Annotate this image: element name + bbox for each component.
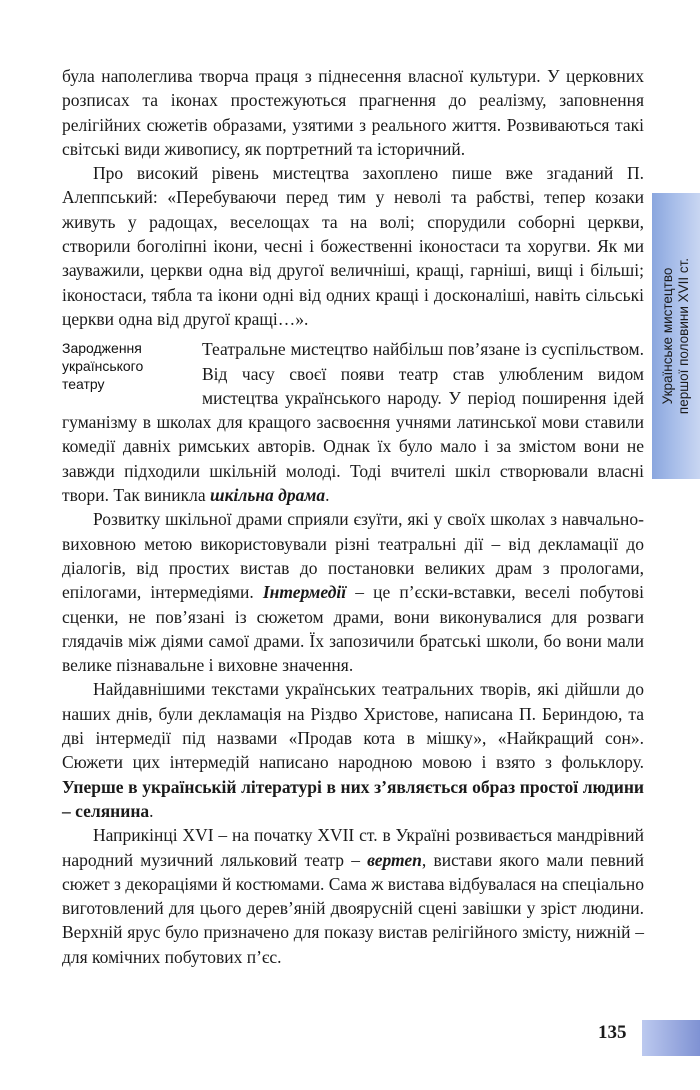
paragraph-4: Розвитку шкільної драми сприяли єзуїти, які у своїх школах з навчально-виховною метою використовували різні театральні дії – від декламації до діалогів, від простих вистав до постановки великих драм з прологами, епілогами, інтермедіями. Інтермедії – це п’єски-вставки, веселі побутові сценки, не пов’язані із сюжетом драми, вони виконувалися для розваги глядачів між діями самої драми. Їх запозичили братські школи, бо вони мали велике пізнавальне і виховне значення. <box>62 509 645 676</box>
page-number: 135 <box>598 1022 627 1043</box>
paragraph-2: Про високий рівень мистецтва захоплено пише вже згаданий П. Алеппський: «Перебуваючи перед тим у неволі та рабстві, тепер козаки живуть у радощах, веселощах та на волі; спорудили соборні церкви, створили боголіпні ікони, чесні і божественні іконостаси та хоругви. Як ми зауважили, церкви одна від другої величніші, кращі, гарніші, вищі і більші; іконостаси, тябла та ікони одні від одних кращі і досконаліші, навіть сільські церкви одна від другої кращі…». <box>62 163 644 329</box>
main-text <box>62 64 644 969</box>
highlight-peasant: Уперше в українській літературі в них з’являється образ простої людини – селянина <box>62 776 644 821</box>
paragraph-3: Театральне мистецтво найбільш пов’язане із суспільством. Від часу своєї появи театр став улюбленим видом мистецтва українського народу. У період поширення ідей гуманізму в школах для кращого засвоєння учнями латинської мови ставили комедії давніх римських авторів. Однак їх було мало і за змістом вони не завжди підходили шкільній молоді. Тоді вчителі шкіл створювали власні твори. Так виникла шкільна драма. <box>62 339 644 506</box>
paragraph-5: Найдавнішими текстами українських театральних творів, які дійшли до наших днів, були декламація на Різдво Христове, написана П. Бериндою, та дві інтермедії під назвами «Продав кота в мішку», «Найкращий сон». Сюжети цих інтермедій написано народною мовою і взято з фольклору. Уперше в українській літературі в них з’являється образ простої людини – селянина. <box>62 679 644 821</box>
page-number-bar <box>642 1020 700 1056</box>
term-vertep: вертеп <box>367 849 422 870</box>
term-school-drama: шкільна драма <box>210 485 326 506</box>
paragraph-6: Наприкінці XVI – на початку XVII ст. в Україні розвивається мандрівний народний музичний ляльковий театр – вертеп, вистави якого мали певний сюжет з декораціями й костюмами. Сама ж вистава відбувалася на спеціально виготовлений для цього дерев’яній двоярусній сцені завішки у зріст людини. Верхній ярус було призначено для показу вистав релігійного змісту, нижній – для комічних побутових п’єс. <box>62 825 644 967</box>
term-intermedia: Інтермедії <box>262 582 347 603</box>
margin-heading: Зародження українського театру <box>62 340 144 393</box>
chapter-side-tab-label: Українське мистецтво першої половини XVII ст. <box>660 257 691 415</box>
chapter-side-tab <box>652 193 700 479</box>
paragraph-1: була наполеглива творча праця з піднесення власної культури. У церковних розписах та іконах простежуються прагнення до реалізму, заповнення релігійних сюжетів образами, узятими з реального життя. Розвиваються такі світські види живопису, як портретний та історичний. <box>62 66 644 159</box>
theatre-section <box>62 337 644 507</box>
